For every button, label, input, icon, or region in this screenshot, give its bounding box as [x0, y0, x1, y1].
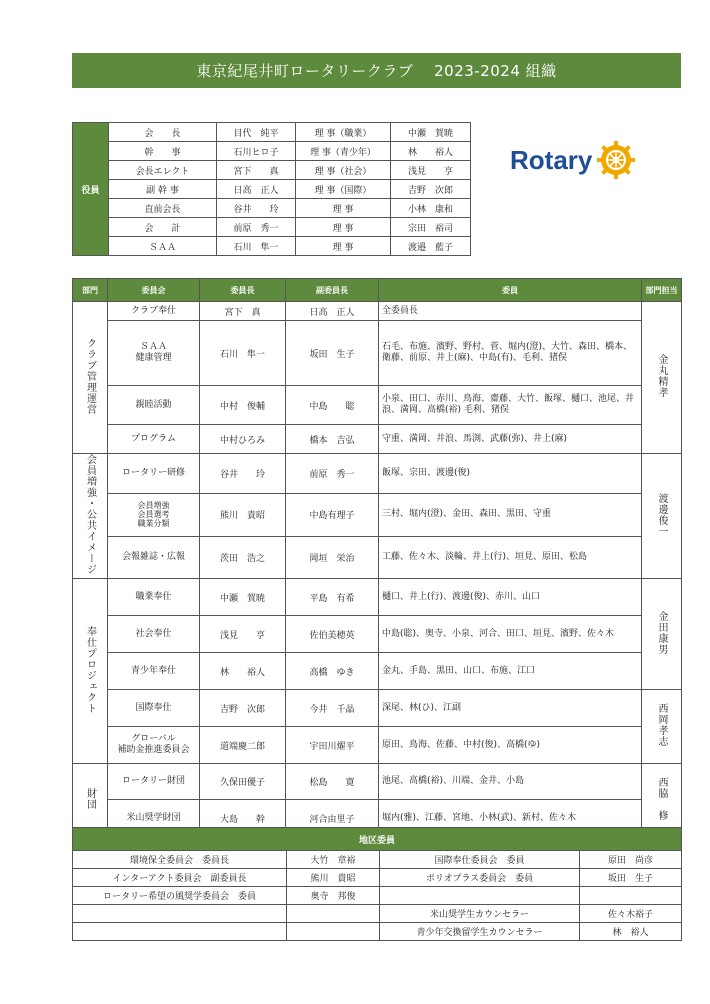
officer-name: 中瀬 賀暁: [391, 123, 471, 142]
rotary-wheel-icon: [596, 140, 636, 180]
district-row: [73, 887, 682, 905]
dept-cell: [73, 454, 108, 579]
dept-label: 会員増強・公共イメージ: [84, 454, 96, 575]
district-role: ポリオプラス委員会 委員: [380, 869, 580, 887]
officer-role: ＳＡＡ: [109, 237, 217, 256]
committee-members: 中島(聡)、奥寺、小泉、河合、田口、垣見、濱野、佐々木: [379, 616, 642, 653]
committee-members: 堀内(雅)、江藤、宮地、小林(武)、新村、佐々木: [379, 800, 642, 837]
committee-vice-chair: 岡垣 栄治: [286, 536, 379, 578]
committee-members: 飯塚、宗田、渡邊(俊): [379, 454, 642, 494]
page-title: 東京紀尾井町ロータリークラブ 2023-2024 組織: [72, 53, 681, 88]
committees-header-row: [73, 279, 682, 302]
committee-vice-chair: 中島 聡: [286, 386, 379, 425]
committee-chair: 中村ひろみ: [200, 425, 286, 454]
district-member: 熊川 貴昭: [287, 869, 380, 887]
officer-name: 宗田 裕司: [391, 218, 471, 237]
district-committee-table: [72, 827, 682, 941]
officer-name: 渡邉 藍子: [391, 237, 471, 256]
committee-name: 職業奉仕: [108, 579, 200, 616]
committee-row: [73, 764, 682, 800]
header-vice: 副委員長: [286, 279, 379, 302]
rotary-logo: [510, 140, 636, 180]
officer-role: 直前会長: [109, 199, 217, 218]
liaison-cell: [642, 454, 682, 579]
header-members: 委員: [379, 279, 642, 302]
liaison-cell: [642, 579, 682, 690]
officer-role: 会 計: [109, 218, 217, 237]
committee-vice-chair: 今井 千晶: [286, 690, 379, 727]
district-role: [73, 923, 287, 941]
dept-label: 財団: [84, 787, 96, 810]
committee-name: 社会奉仕: [108, 616, 200, 653]
district-header: 地区委員: [73, 828, 682, 851]
liaison-name: 渡邊俊一: [656, 492, 667, 537]
officer-role: 理 事（社会）: [296, 161, 391, 180]
district-role: 米山奨学生カウンセラー: [380, 905, 580, 923]
liaison-name: 西岡孝志: [656, 703, 667, 747]
officer-role: 幹 事: [109, 142, 217, 161]
committee-chair: 浅見 亨: [200, 616, 286, 653]
committee-row: [73, 616, 682, 653]
officer-role: 理 事（国際）: [296, 180, 391, 199]
committee-name: 親睦活動: [108, 386, 200, 425]
district-header-row: [73, 828, 682, 851]
officers-label: 役員: [73, 123, 109, 256]
officer-row: [73, 142, 471, 161]
header-liaison: 部門担当: [642, 279, 682, 302]
committee-chair: 石川 隼一: [200, 321, 286, 386]
liaison-cell: [642, 690, 682, 764]
committee-chair: 熊川 貴昭: [200, 494, 286, 536]
liaison-name: 金田康男: [656, 610, 667, 655]
district-role: 国際奉仕委員会 委員: [380, 851, 580, 869]
district-member: 奥寺 邦俊: [287, 887, 380, 905]
committee-members: 池尾、高橋(裕)、川端、金井、小島: [379, 764, 642, 800]
committee-row: [73, 727, 682, 764]
officer-name: 前原 秀一: [217, 218, 296, 237]
committee-row: [73, 425, 682, 454]
liaison-cell: [642, 302, 682, 454]
header-chair: 委員長: [200, 279, 286, 302]
committee-chair: 道端慶二郎: [200, 727, 286, 764]
committee-row: [73, 536, 682, 578]
committee-chair: 林 裕人: [200, 653, 286, 690]
district-role: [380, 887, 580, 905]
committee-vice-chair: 前原 秀一: [286, 454, 379, 494]
committee-vice-chair: 高橋 ゆき: [286, 653, 379, 690]
officer-row: [73, 237, 471, 256]
committee-members: 三村、堀内(澄)、金田、森田、黒田、守重: [379, 494, 642, 536]
committee-row: [73, 579, 682, 616]
officers-table: [72, 122, 471, 256]
committee-row: [73, 494, 682, 536]
committee-row: [73, 321, 682, 386]
dept-label: クラブ管理運営: [84, 337, 96, 415]
officer-role: 理 事: [296, 237, 391, 256]
district-row: [73, 869, 682, 887]
committee-members: 守重、満岡、井浪、馬渕、武藤(弥)、井上(麻): [379, 425, 642, 454]
committee-name: 会員増強 会員選考 職業分類: [108, 494, 200, 536]
district-role: ロータリー希望の風奨学委員会 委員: [73, 887, 287, 905]
liaison-name: 西脇 修: [656, 776, 667, 821]
committee-chair: 中瀬 賀暁: [200, 579, 286, 616]
district-role: 青少年交換留学生カウンセラー: [380, 923, 580, 941]
committee-name: グローバル 補助金推進委員会: [108, 727, 200, 764]
officer-row: [73, 123, 471, 142]
district-member: 坂田 生子: [580, 869, 682, 887]
committee-chair: 谷井 玲: [200, 454, 286, 494]
officer-name: 小林 康和: [391, 199, 471, 218]
district-row: [73, 923, 682, 941]
officer-name: 吉野 次郎: [391, 180, 471, 199]
committee-chair: 茨田 浩之: [200, 536, 286, 578]
officer-name: 谷井 玲: [217, 199, 296, 218]
committee-members: 石毛、布施、濱野、野村、菅、堀内(澄)、大竹、森田、橋本、衛藤、前原、井上(麻)、中島(有)、毛利、猪俣: [379, 321, 642, 386]
rotary-logo-text: Rotary: [510, 144, 593, 175]
officer-row: [73, 161, 471, 180]
district-member: [287, 923, 380, 941]
officer-name: 石川ヒロ子: [217, 142, 296, 161]
liaison-cell: [642, 764, 682, 837]
committee-name: プログラム: [108, 425, 200, 454]
committees-table: [72, 278, 682, 837]
committee-name: クラブ奉仕: [108, 302, 200, 321]
committee-name: 国際奉仕: [108, 690, 200, 727]
officer-role: 理 事: [296, 199, 391, 218]
officer-row: [73, 218, 471, 237]
officer-row: [73, 199, 471, 218]
committee-vice-chair: 宇田川燿平: [286, 727, 379, 764]
committee-members: 工藤、佐々木、淡輪、井上(行)、垣見、原田、松島: [379, 536, 642, 578]
committee-vice-chair: 橋本 吉弘: [286, 425, 379, 454]
liaison-name: 金丸精孝: [656, 354, 667, 398]
committee-members: 深尾、林(ひ)、江副: [379, 690, 642, 727]
dept-label: 奉仕プロジェクト: [84, 625, 96, 714]
district-row: [73, 905, 682, 923]
district-member: [580, 887, 682, 905]
committee-vice-chair: 佐伯美穂英: [286, 616, 379, 653]
district-member: 原田 尚彦: [580, 851, 682, 869]
header-committee: 委員会: [108, 279, 200, 302]
officer-role: 理 事（青少年）: [296, 142, 391, 161]
dept-cell: [73, 302, 108, 454]
dept-cell: [73, 764, 108, 837]
committee-members: 金丸、手島、黒田、山口、布施、江口: [379, 653, 642, 690]
committee-vice-chair: 平島 有希: [286, 579, 379, 616]
committee-row: [73, 690, 682, 727]
committee-chair: 久保田優子: [200, 764, 286, 800]
district-member: 林 裕人: [580, 923, 682, 941]
committee-chair: 中村 俊輔: [200, 386, 286, 425]
committee-name: 米山奨学財団: [108, 800, 200, 837]
officer-role: 会 長: [109, 123, 217, 142]
committee-members: 原田、鳥海、佐藤、中村(俊)、高橋(ゆ): [379, 727, 642, 764]
committee-vice-chair: 松島 寛: [286, 764, 379, 800]
officer-name: 石川 隼一: [217, 237, 296, 256]
district-role: インターアクト委員会 副委員長: [73, 869, 287, 887]
committee-members: 樋口、井上(行)、渡邊(俊)、赤川、山口: [379, 579, 642, 616]
committee-vice-chair: 河合由里子: [286, 800, 379, 837]
officer-role: 理 事: [296, 218, 391, 237]
officer-name: 目代 純平: [217, 123, 296, 142]
officer-role: 理 事（職業）: [296, 123, 391, 142]
committee-name: ロータリー研修: [108, 454, 200, 494]
committee-chair: 吉野 次郎: [200, 690, 286, 727]
committee-row: [73, 302, 682, 321]
officer-name: 日高 正人: [217, 180, 296, 199]
committee-vice-chair: 坂田 生子: [286, 321, 379, 386]
district-member: 大竹 章裕: [287, 851, 380, 869]
dept-cell: [73, 579, 108, 764]
committee-members: 全委員長: [379, 302, 642, 321]
district-role: [73, 905, 287, 923]
committee-name: 会報雑誌・広報: [108, 536, 200, 578]
officer-row: [73, 180, 471, 199]
committee-row: [73, 454, 682, 494]
committee-chair: 大島 幹: [200, 800, 286, 837]
officer-role: 副 幹 事: [109, 180, 217, 199]
district-role: 環境保全委員会 委員長: [73, 851, 287, 869]
committee-vice-chair: 中島有理子: [286, 494, 379, 536]
committee-chair: 宮下 真: [200, 302, 286, 321]
committee-row: [73, 653, 682, 690]
committee-members: 小泉、田口、赤川、鳥海、齋藤、大竹、飯塚、樋口、池尾、井浪、満岡、高橋(裕) 毛利、猪俣: [379, 386, 642, 425]
committee-name: 青少年奉仕: [108, 653, 200, 690]
district-member: [287, 905, 380, 923]
committee-row: [73, 386, 682, 425]
committee-name: ＳＡＡ 健康管理: [108, 321, 200, 386]
officer-name: 宮下 真: [217, 161, 296, 180]
officer-name: 浅見 亨: [391, 161, 471, 180]
officer-name: 林 裕人: [391, 142, 471, 161]
officer-role: 会長エレクト: [109, 161, 217, 180]
committee-vice-chair: 日高 正人: [286, 302, 379, 321]
district-row: [73, 851, 682, 869]
district-member: 佐々木裕子: [580, 905, 682, 923]
committee-name: ロータリー財団: [108, 764, 200, 800]
header-dept: 部門: [73, 279, 108, 302]
